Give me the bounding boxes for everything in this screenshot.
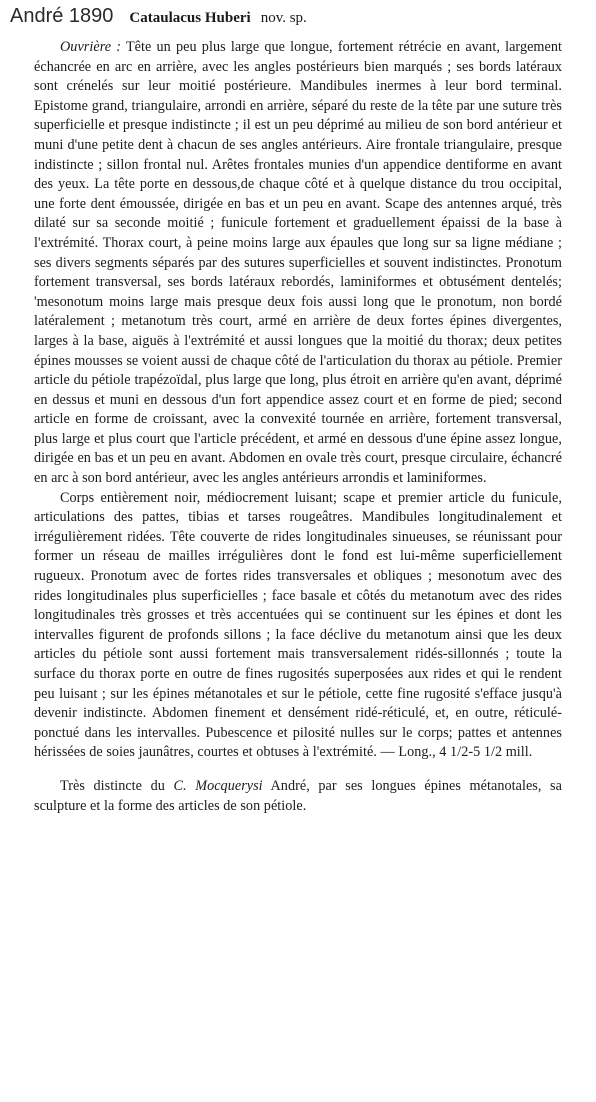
- species-status: nov. sp.: [260, 10, 307, 26]
- species-description: [34, 38, 562, 816]
- comparison-prefix: Très distincte du: [60, 777, 165, 794]
- page-header: [10, 5, 307, 28]
- comparison-suffix: André, par ses longues épines métanotales, sa sculpture et la forme des articles de son pétiole.: [34, 777, 562, 814]
- comparison-paragraph: [34, 777, 562, 816]
- sculpture-paragraph: Corps entièrement noir, médiocrement luisant; scape et premier article du funicule, articulations des pattes, tibias et tarses rougeâtres. Mandibules longitudinalement et irrégulièrement ridées. Tête couverte de rides longitudinales sinueuses, se réunissant pour former un réseau de mailles irrégulières dont le fond est lui-même superficiellement rugueux. Pronotum avec de fortes rides transversales et obliques ; mesonotum avec des rides longitudinales plus superficielles ; face basale et côtés du metanotum avec des rides longitudinales très grosses et très accentuées qui se continuent sur les épines et dont les intervalles figurent de profonds sillons ; la face déclive du metanotum ainsi que les deux articles du pétiole sont aussi fortement mais transversalement ridés-sillonnés ; toute la surface du thorax porte en outre de fines rugosités superposées aux rides et qui le rendent peu luisant ; sur les épines métanotales et sur le pétiole, cette fine rugosité s'efface jusqu'à devenir indistincte. Abdomen finement et densément ridé-réticulé, et, en outre, réticulé-ponctué dans les intervalles. Pubescence et pilosité nulles sur le corps; pattes et antennes hérissées de soies jaunâtres, courtes et obtuses à l'extrémité. — Long., 4 1/2-5 1/2 mill.: [34, 489, 562, 761]
- caste-label: Ouvrière :: [60, 39, 122, 55]
- species-title: Cataulacus Huberi: [129, 10, 251, 26]
- worker-description-text: Tête un peu plus large que longue, fortement rétrécie en avant, largement échancrée en arc en arrière, avec les angles postérieurs bien marqués ; ses bords latéraux sont crénelés sur leur moitié postérieure. Mandibules inermes à leur bord terminal. Epistome grand, triangulaire, arrondi en arrière, séparé du reste de la tête par une suture très superficielle et presque indistincte ; il est un peu déprimé au milieu de son bord antérieur et muni d'une petite dent à chacun de ses angles antérieurs. Aire frontale triangulaire, presque indistincte ; sillon frontal nul. Arêtes frontales munies d'un appendice dentiforme en avant des yeux. La tête porte en dessous,de chaque côté et à quelque distance du trou occipital, une forte dent émoussée, dirigée en bas et un peu en avant. Scape des antennes arqué, très dilaté sur sa seconde moitié ; funicule fortement et graduellement épaissi de la base à l'extrémité. Thorax court, à peine moins large aux épaules que long sur sa ligne médiane ; ses divers segments séparés par des sutures superficielles et souvent indistinctes. Pronotum fortement transversal, ses bords latéraux rebordés, laminiformes et obtusément dentelés; 'mesonotum moins large mais presque deux fois aussi long que le pronotum, non bordé latéralement ; metanotum très court, armé en arrière de deux fortes épines divergentes, larges à la base, aiguës à l'extrémité et aussi longues que la moitié du thorax; deux petites épines mousses se voient aussi de chaque côté de l'articulation du thorax au pétiole. Premier article du pétiole trapézoïdal, plus large que long, plus étroit en arrière qu'en avant, déprimé en dessus et muni en dessous d'un fort appendice assez court et en forme de pied; second article en forme de croissant, avec la convexité tournée en arrière, fortement transversal, plus large et plus court que l'article précédent, et armé en dessous d'une épine assez longue, dirigée en bas et un peu en avant. Abdomen en ovale très court, presque circulaire, échancré en arc à son bord antérieur, avec les angles antérieurs arrondis et laminiformes.: [34, 39, 563, 487]
- worker-description-paragraph: [34, 38, 562, 489]
- compared-species-name: C. Mocquerysi: [173, 777, 263, 794]
- source-citation-label: André 1890: [10, 5, 114, 27]
